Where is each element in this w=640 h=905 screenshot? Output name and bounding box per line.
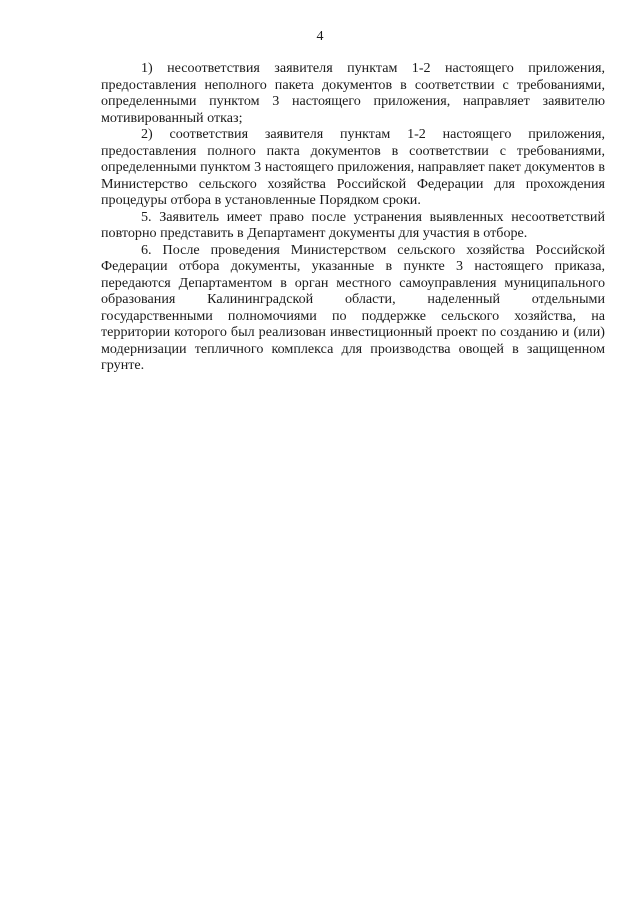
paragraph-item-1: 1) несоответствия заявителя пунктам 1-2 настоящего приложения, предоставления неполного пакета документов в соответствии с требованиями, определенными пунктом 3 настоящего приложения, направляет заявителю мотивированный отказ; xyxy=(101,60,605,126)
paragraph-clause-5: 5. Заявитель имеет право после устранения выявленных несоответствий повторно представить в Департамент документы для участия в отборе. xyxy=(101,208,605,241)
document-body xyxy=(101,60,605,374)
page-number: 4 xyxy=(316,29,324,44)
paragraph-item-2: 2) соответствия заявителя пунктам 1-2 настоящего приложения, предоставления полного пакта документов в соответствии с требованиями, определенными пунктом 3 настоящего приложения, направляет пакет документов в Министерство сельского хозяйства Российской Федерации для прохождения процедуры отбора в установленные Порядком сроки. xyxy=(101,126,605,208)
paragraph-clause-6: 6. После проведения Министерством сельского хозяйства Российской Федерации отбора документы, указанные в пункте 3 настоящего приказа, передаются Департаментом в орган местного самоуправления муниципального образования Калининградской области, наделенный отдельными государственными полномочиями по поддержке сельского хозяйства, на территории которого был реализован инвестиционный проект по созданию и (или) модернизации тепличного комплекса для производства овощей в защищенном грунте. xyxy=(101,241,605,373)
